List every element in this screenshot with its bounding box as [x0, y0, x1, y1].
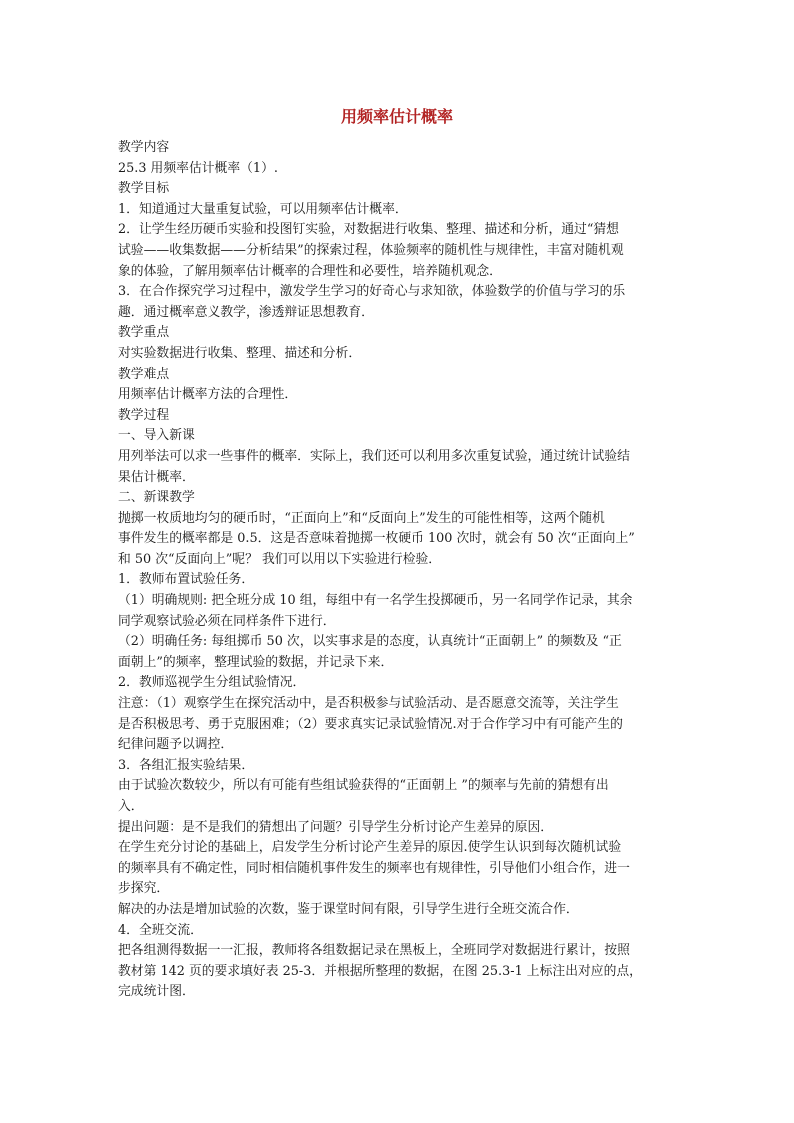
- text-line: 二、新课教学: [118, 490, 195, 506]
- text-line: 由于试验次数较少，所以有可能有些组试验获得的“正面朝上 ”的频率与先前的猜想有出: [118, 778, 609, 794]
- text-line: 趣．通过概率意义教学，渗透辩证思想教育．: [118, 304, 374, 320]
- text-line: 1．知道通过大量重复试验，可以用频率估计概率．: [118, 201, 408, 217]
- text-line: 的频率具有不确定性，同时相信随机事件发生的频率也有规律性，引导他们小组合作，进一: [118, 860, 630, 876]
- text-line: 3．各组汇报实验结果．: [118, 757, 255, 773]
- text-line: 解决的办法是增加试验的次数，鉴于课堂时间有限，引导学生进行全班交流合作．: [118, 901, 579, 917]
- text-line: 2．教师巡视学生分组试验情况．: [118, 675, 306, 691]
- text-line: 试验——收集数据——分析结果”的探索过程，体验频率的随机性与规律性，丰富对随机观: [118, 242, 624, 258]
- text-line: 抛掷一枚质地均匀的硬币时，“正面向上”和“反面向上”发生的可能性相等，这两个随机: [118, 510, 605, 526]
- text-line: 完成统计图．: [118, 984, 195, 1000]
- text-line: （1）明确规则: 把全班分成 10 组，每组中有一名学生投掷硬币，另一名同学作记录，其余: [118, 593, 633, 609]
- text-line: 2．让学生经历硬币实验和投图钉实验，对数据进行收集、整理、描述和分析，通过“猜想: [118, 222, 619, 238]
- text-line: 一、导入新课: [118, 428, 195, 444]
- text-line: 3．在合作探究学习过程中，激发学生学习的好奇心与求知欲，体验数学的价值与学习的乐: [118, 284, 626, 300]
- text-line: 用列举法可以求一些事件的概率．实际上，我们还可以利用多次重复试验，通过统计试验结: [118, 448, 630, 464]
- document-title: 用频率估计概率: [340, 107, 453, 126]
- document-page: [118, 104, 676, 1003]
- text-line: 教材第 142 页的要求填好表 25-3．并根据所整理的数据，在图 25.3-1 上标注出对应的点，: [118, 963, 642, 979]
- text-line: 对实验数据进行收集、整理、描述和分析．: [118, 345, 362, 361]
- text-line: 面朝上”的频率，整理试验的数据，并记录下来．: [118, 654, 394, 670]
- text-line: 用频率估计概率方法的合理性．: [118, 387, 298, 403]
- text-line: 25.3 用频率估计概率（1）.: [118, 160, 278, 176]
- text-line: 事件发生的概率都是 0.5．这是否意味着抛掷一枚硬币 100 次时，就会有 50 次“正面向上”: [118, 531, 635, 547]
- text-line: 提出问题：是不是我们的猜想出了问题？引导学生分析讨论产生差异的原因．: [118, 819, 554, 835]
- text-line: 4．全班交流．: [118, 922, 203, 938]
- text-line: （2）明确任务: 每组掷币 50 次，以实事求是的态度，认真统计“正面朝上” 的频数及 “正: [118, 634, 622, 650]
- text-line: 和 50 次“反面向上”呢？ 我们可以用以下实验进行检验．: [118, 551, 442, 567]
- text-line: 1．教师布置试验任务．: [118, 572, 255, 588]
- text-line: 注意：（1）观察学生在探究活动中，是否积极参与试验活动、是否愿意交流等，关注学生: [118, 696, 619, 712]
- text-line: 步探究．: [118, 881, 170, 897]
- text-line: 在学生充分讨论的基础上，启发学生分析讨论产生差异的原因.使学生认识到每次随机试验: [118, 840, 622, 856]
- text-line: 同学观察试验必须在同样条件下进行．: [118, 613, 336, 629]
- text-line: 果估计概率．: [118, 469, 195, 485]
- text-line: 教学重点: [118, 325, 170, 341]
- document-body: [118, 138, 676, 1003]
- text-line: 教学目标: [118, 181, 170, 197]
- text-line: 纪律问题予以调控．: [118, 737, 234, 753]
- text-line: 是否积极思考、勇于克服困难；（2）要求真实记录试验情况.对于合作学习中有可能产生的: [118, 716, 623, 732]
- text-line: 教学过程: [118, 407, 170, 423]
- text-line: 教学内容: [118, 140, 170, 155]
- text-line: 入．: [118, 799, 144, 814]
- text-line: 教学难点: [118, 366, 170, 382]
- text-line: 象的体验，了解用频率估计概率的合理性和必要性，培养随机观念．: [118, 263, 502, 279]
- text-line: 把各组测得数据一一汇报，教师将各组数据记录在黑板上，全班同学对数据进行累计，按照: [118, 943, 630, 959]
